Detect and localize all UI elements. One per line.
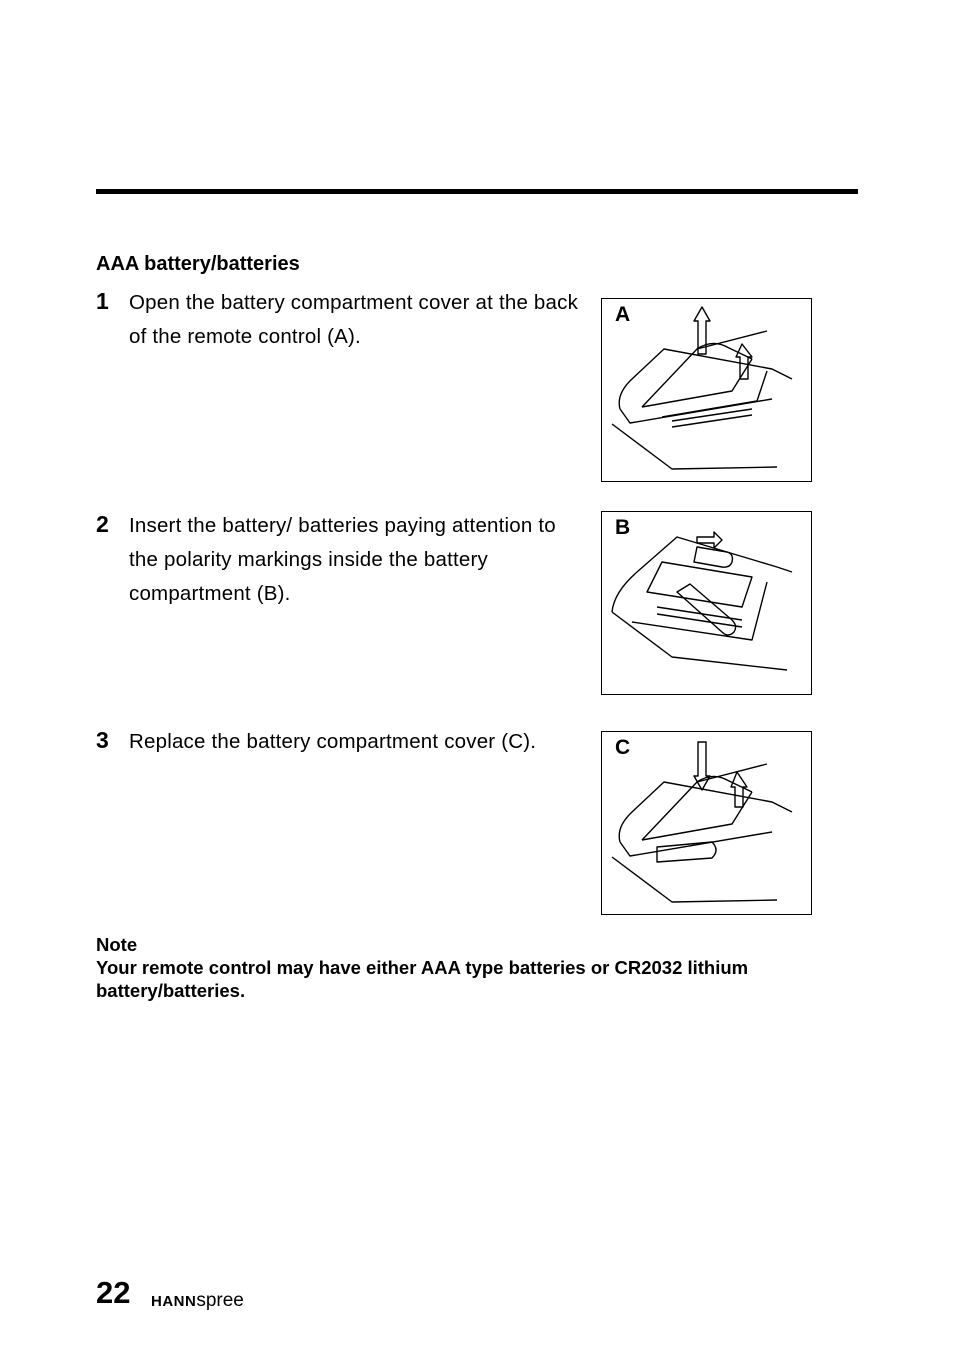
remote-insert-batteries-illustration [602, 512, 811, 694]
brand-logo-bold: HANN [151, 1293, 197, 1310]
step-3-number: 3 [96, 727, 109, 753]
step-2-text: Insert the battery/ batteries paying attention to the polarity markings inside the battery compartment (B). [129, 514, 556, 605]
figure-a [601, 298, 812, 482]
remote-replace-cover-illustration [602, 732, 811, 914]
figure-c-label: C [615, 736, 631, 759]
step-3-text: Replace the battery compartment cover (C). [129, 730, 537, 753]
figure-b [601, 511, 812, 695]
note-heading: Note [96, 934, 138, 955]
top-rule [96, 189, 858, 194]
step-2-number: 2 [96, 511, 109, 537]
section-title: AAA battery/batteries [96, 253, 300, 275]
remote-open-cover-illustration [602, 299, 811, 481]
note-text: Your remote control may have either AAA type batteries or CR2032 lithium battery/batteries. [96, 957, 749, 1001]
brand-logo-light: spree [196, 1290, 244, 1311]
figure-a-label: A [615, 303, 631, 326]
step-1-number: 1 [96, 288, 109, 314]
brand-logo [151, 1290, 244, 1312]
step-1-text: Open the battery compartment cover at the back of the remote control (A). [129, 291, 579, 348]
page-number: 22 [96, 1275, 131, 1310]
figure-c [601, 731, 812, 915]
figure-b-label: B [615, 516, 631, 539]
